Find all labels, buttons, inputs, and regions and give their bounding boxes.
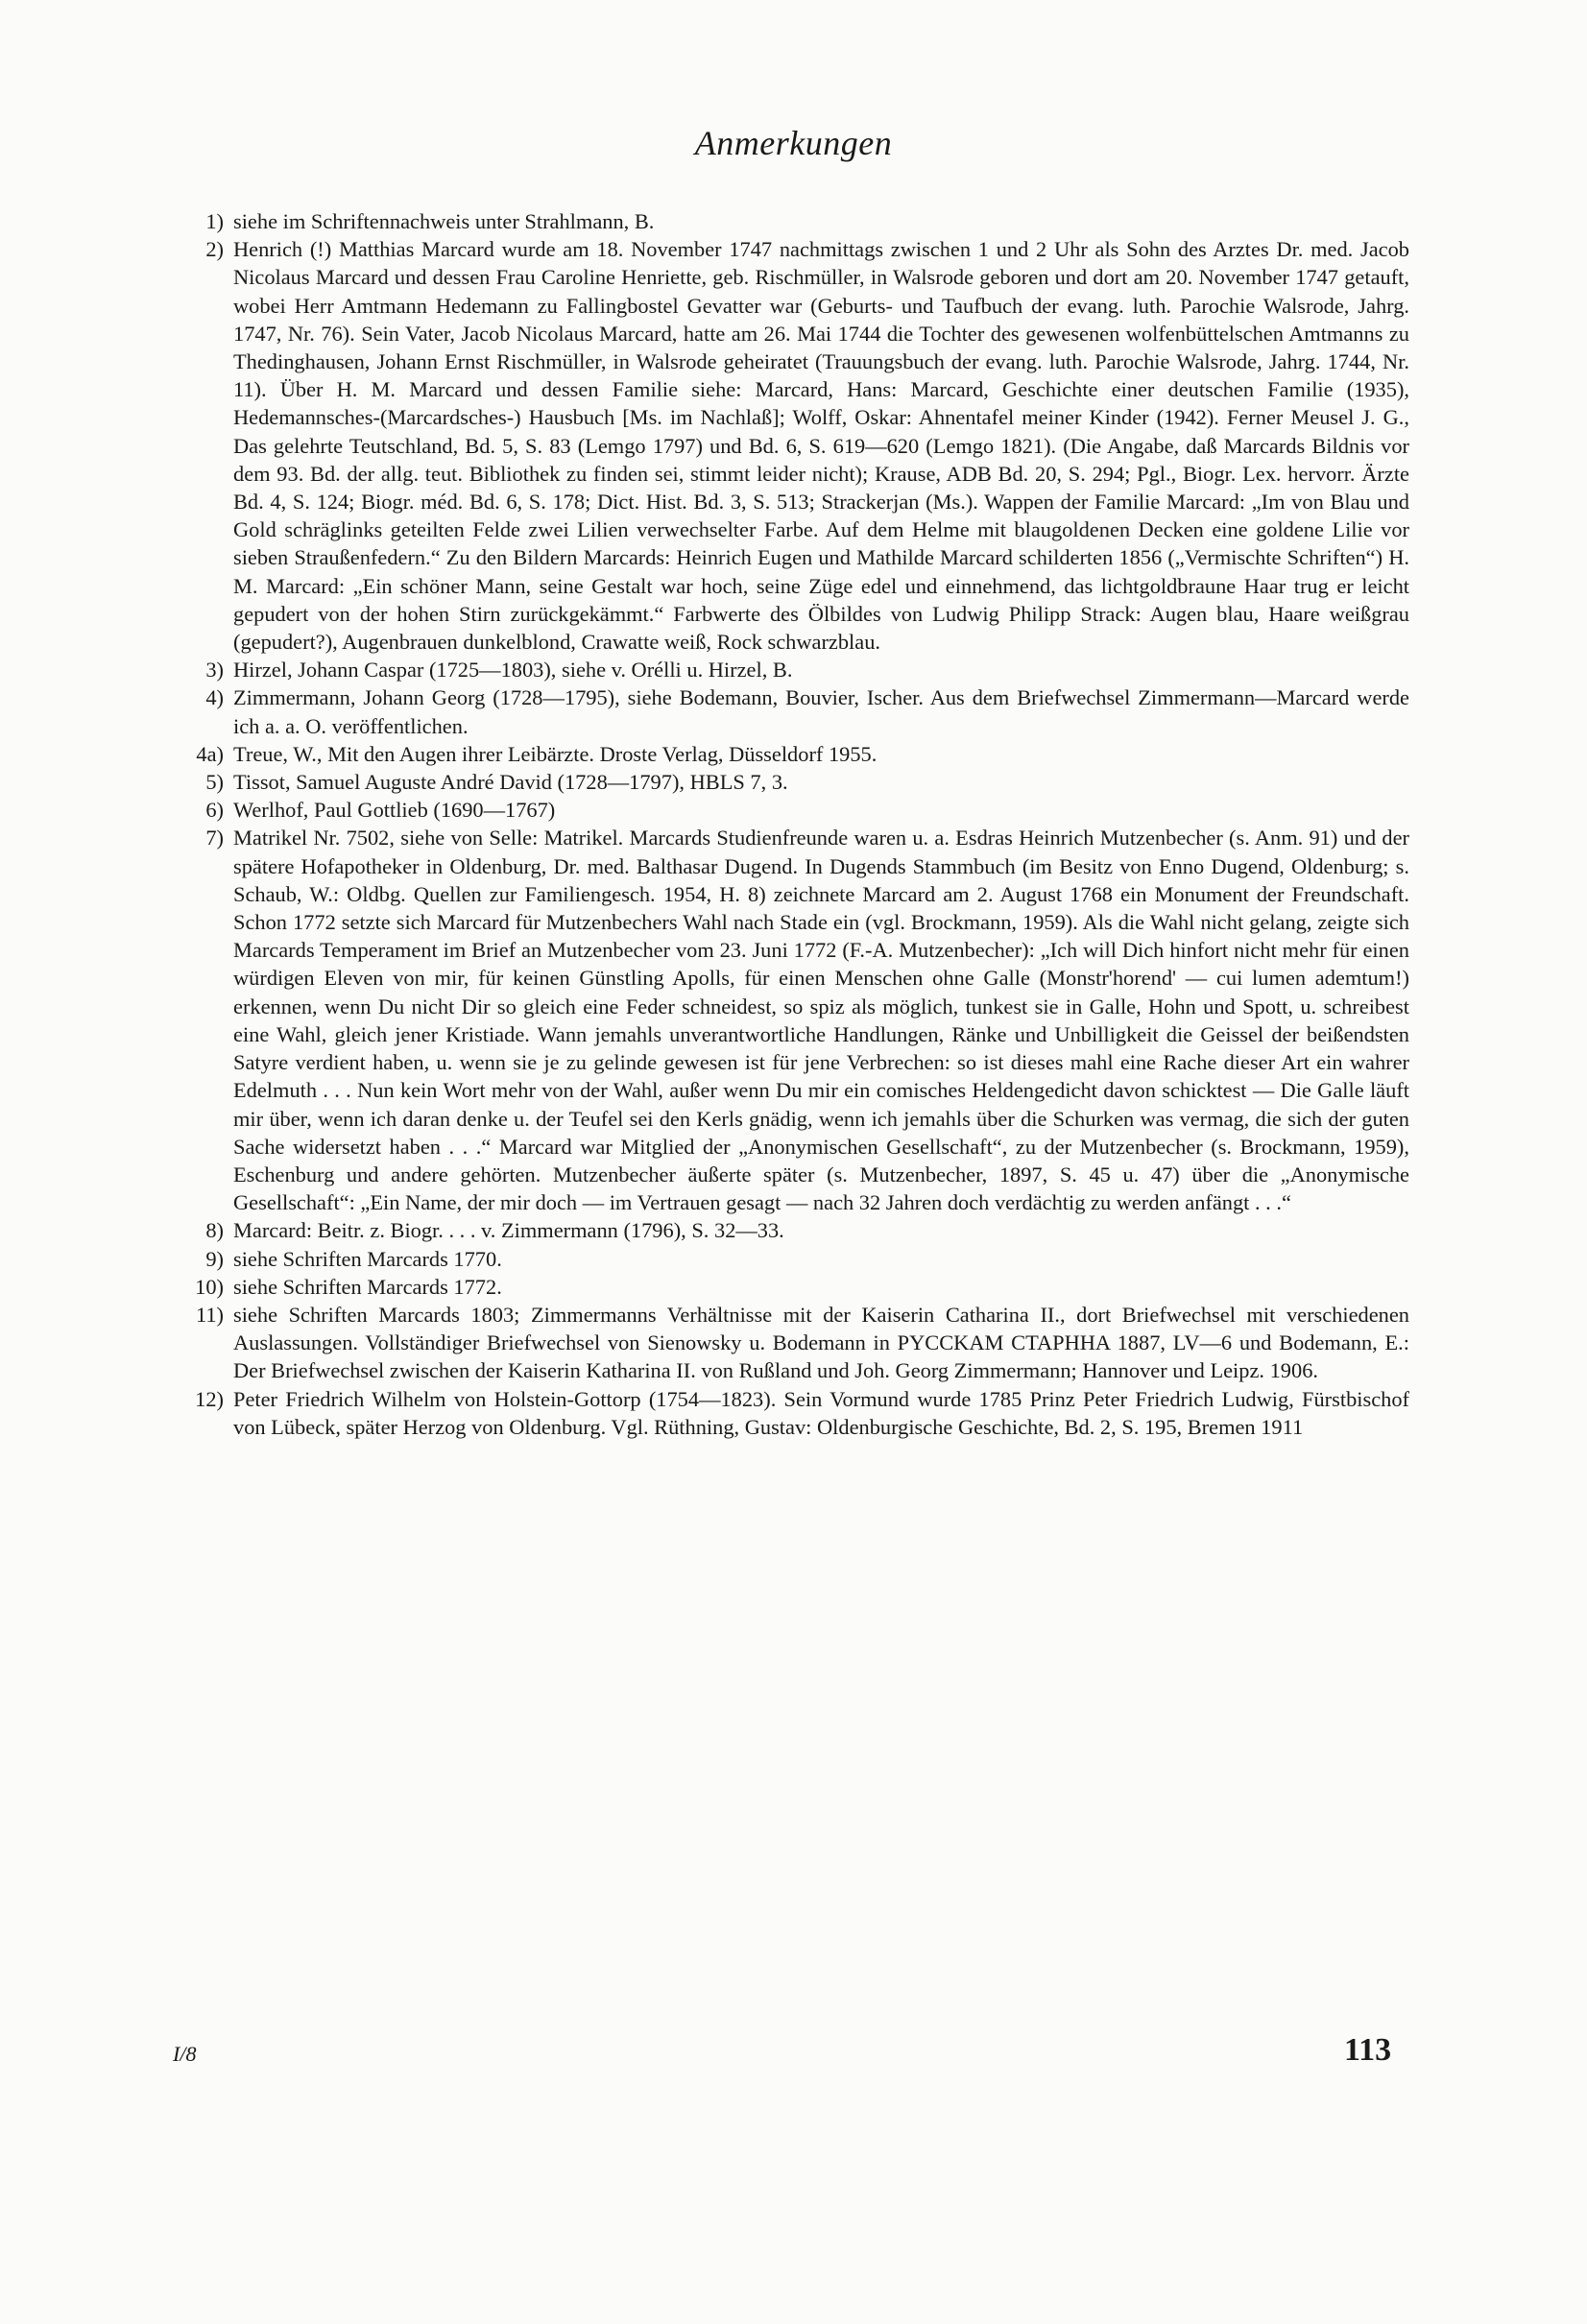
- note-number: 1): [205, 209, 224, 233]
- note-item: [171, 1273, 1409, 1301]
- note-item: [171, 207, 1409, 235]
- notes-list: [171, 207, 1409, 1441]
- note-number: 12): [195, 1386, 224, 1411]
- note-text: Marcard: Beitr. z. Biogr. . . . v. Zimmermann (1796), S. 32—33.: [233, 1218, 784, 1243]
- note-number: 8): [205, 1218, 224, 1243]
- note-item: [171, 1301, 1409, 1385]
- note-text: Werlhof, Paul Gottlieb (1690—1767): [233, 798, 556, 823]
- page-number: 113: [1344, 2032, 1392, 2068]
- note-text: Henrich (!) Matthias Marcard wurde am 18. November 1747 nachmittags zwischen 1 und 2 Uhr als Sohn des Arztes Dr. med. Jacob Nicolaus Marcard und dessen Frau Caroline Henriette, geb. Rischmüller, in Walsrode geboren und dort am 20. November 1747 getauft, wobei Herr Amtmann Hedemann zu Fallingbostel Gevatter war (Geburts- und Taufbuch der evang. luth. Parochie Walsrode, Jahrg. 1747, Nr. 76). Sein Vater, Jacob Nicolaus Marcard, hatte am 26. Mai 1744 die Tochter des gewesenen wolfenbüttelschen Amtmanns zu Thedinghausen, Johann Ernst Rischmüller, in Walsrode geheiratet (Trauungsbuch der evang. luth. Parochie Walsrode, Jahrg. 1744, Nr. 11). Über H. M. Marcard und dessen Familie siehe: Marcard, Hans: Marcard, Geschichte einer deutschen Familie (1935), Hedemannsches-(Marcardsches-) Hausbuch [Ms. im Nachlaß]; Wolff, Oskar: Ahnentafel meiner Kinder (1942). Ferner Meusel J. G., Das gelehrte Teutschland, Bd. 5, S. 83 (Lemgo 1797) und Bd. 6, S. 619—620 (Lemgo 1821). (Die Angabe, daß Marcards Bildnis vor dem 93. Bd. der allg. teut. Bibliothek zu finden sei, stimmt leider nicht); Krause, ADB Bd. 20, S. 294; Pgl., Biogr. Lex. hervorr. Ärzte Bd. 4, S. 124; Biogr. méd. Bd. 6, S. 178; Dict. Hist. Bd. 3, S. 513; Strackerjan (Ms.). Wappen der Familie Marcard: „Im von Blau und Gold schräglinks geteilten Felde zwei Lilien verwechselter Farbe. Auf dem Helme mit blaugoldenen Decken eine goldene Lilie vor sieben Straußenfedern.“ Zu den Bildern Marcards: Heinrich Eugen und Mathilde Marcard schilderten 1856 („Vermischte Schriften“) H. M. Marcard: „Ein schöner Mann, seine Gestalt war hoch, seine Züge edel und einnehmend, das lichtgoldbraune Haar trug er leicht gepudert von der hohen Stirn zurückgekämmt.“ Farbwerte des Ölbildes von Ludwig Philipp Strack: Augen blau, Haare weißgrau (gepudert?), Augenbrauen dunkelblond, Crawatte weiß, Rock schwarzblau.: [233, 237, 1409, 655]
- note-text: siehe im Schriftennachweis unter Strahlmann, B.: [233, 209, 655, 233]
- note-number: 6): [205, 798, 224, 823]
- note-number: 11): [195, 1302, 224, 1327]
- note-number: 7): [205, 826, 224, 851]
- note-number: 4): [205, 685, 224, 710]
- signature-mark: I/8: [173, 2042, 197, 2066]
- note-text: Matrikel Nr. 7502, siehe von Selle: Matrikel. Marcards Studienfreunde waren u. a. Esdras Heinrich Mutzenbecher (s. Anm. 91) und der spätere Hofapotheker in Oldenburg, Dr. med. Balthasar Dugend. In Dugends Stammbuch (im Besitz von Enno Dugend, Oldenburg; s. Schaub, W.: Oldbg. Quellen zur Familiengesch. 1954, H. 8) zeichnete Marcard am 2. August 1768 ein Monument der Freundschaft. Schon 1772 setzte sich Marcard für Mutzenbechers Wahl nach Stade ein (vgl. Brockmann, 1959). Als die Wahl nicht gelang, zeigte sich Marcards Temperament im Brief an Mutzenbecher vom 23. Juni 1772 (F.-A. Mutzenbecher): „Ich will Dich hinfort nicht mehr für einen würdigen Eleven von mir, für keinen Günstling Apolls, für einen Menschen ohne Galle (Monstr'horend' — cui lumen ademtum!) erkennen, wenn Du nicht Dir so gleich eine Feder schneidest, so spiz als möglich, tunkest sie in Galle, Hohn und Spott, u. schreibest eine Wahl, gleich jener Kristiade. Wann jemahls unverantwortliche Handlungen, Ränke und Unbilligkeit die Geissel der beißendsten Satyre verdient haben, u. wenn sie je zu gelinde gewesen ist für jene Verbrechen: so ist dieses mahl eine Rache dieser Art ein wahrer Edelmuth . . . Nun kein Wort mehr von der Wahl, außer wenn Du mir ein comisches Heldengedicht davon schicktest — Die Galle läuft mir über, wenn ich daran denke u. der Teufel sei den Kerls gnädig, wenn ich jemahls über die Schurken was vermag, die sich der guten Sache widersetzt haben . . .“ Marcard war Mitglied der „Anonymischen Gesellschaft“, zu der Mutzenbecher (s. Brockmann, 1959), Eschenburg und andere gehörten. Mutzenbecher äußerte später (s. Mutzenbecher, 1897, S. 45 u. 47) über die „Anonymische Gesellschaft“: „Ein Name, der mir doch — im Vertrauen gesagt — nach 32 Jahren doch verdächtig zu werden anfängt . . .“: [233, 826, 1409, 1215]
- note-number: 9): [205, 1246, 224, 1271]
- note-item: [171, 1245, 1409, 1273]
- note-item: [171, 768, 1409, 796]
- note-text: Hirzel, Johann Caspar (1725—1803), siehe v. Orélli u. Hirzel, B.: [233, 658, 793, 683]
- note-item: [171, 824, 1409, 1216]
- note-text: Treue, W., Mit den Augen ihrer Leibärzte. Droste Verlag, Düsseldorf 1955.: [233, 741, 878, 766]
- note-item: [171, 1216, 1409, 1244]
- note-item: [171, 740, 1409, 768]
- note-number: 2): [205, 237, 224, 262]
- note-number: 5): [205, 770, 224, 795]
- note-number: 10): [195, 1274, 224, 1299]
- note-item: [171, 683, 1409, 739]
- page-title: Anmerkungen: [694, 124, 893, 162]
- note-text: siehe Schriften Marcards 1803; Zimmermanns Verhältnisse mit der Kaiserin Catharina II., dort Briefwechsel mit verschiedenen Auslassungen. Vollständiger Briefwechsel von Sienowsky u. Bodemann in PYCCKAM CTAPHHA 1887, LV—6 und Bodemann, E.: Der Briefwechsel zwischen der Kaiserin Katharina II. von Rußland und Joh. Georg Zimmermann; Hannover und Leipz. 1906.: [233, 1302, 1409, 1383]
- note-text: Zimmermann, Johann Georg (1728—1795), siehe Bodemann, Bouvier, Ischer. Aus dem Briefwechsel Zimmermann—Marcard werde ich a. a. O. veröffentlichen.: [233, 685, 1409, 738]
- note-item: [171, 235, 1409, 656]
- note-item: [171, 1385, 1409, 1441]
- note-number: 3): [205, 658, 224, 683]
- note-text: siehe Schriften Marcards 1772.: [233, 1274, 502, 1299]
- note-item: [171, 656, 1409, 683]
- note-text: Peter Friedrich Wilhelm von Holstein-Gottorp (1754—1823). Sein Vormund wurde 1785 Prinz Peter Friedrich Ludwig, Fürstbischof von Lübeck, später Herzog von Oldenburg. Vgl. Rüthning, Gustav: Oldenburgische Geschichte, Bd. 2, S. 195, Bremen 1911: [233, 1386, 1409, 1439]
- note-item: [171, 796, 1409, 824]
- note-text: Tissot, Samuel Auguste André David (1728—1797), HBLS 7, 3.: [233, 770, 788, 795]
- note-text: siehe Schriften Marcards 1770.: [233, 1246, 502, 1271]
- note-number: 4a): [196, 741, 224, 766]
